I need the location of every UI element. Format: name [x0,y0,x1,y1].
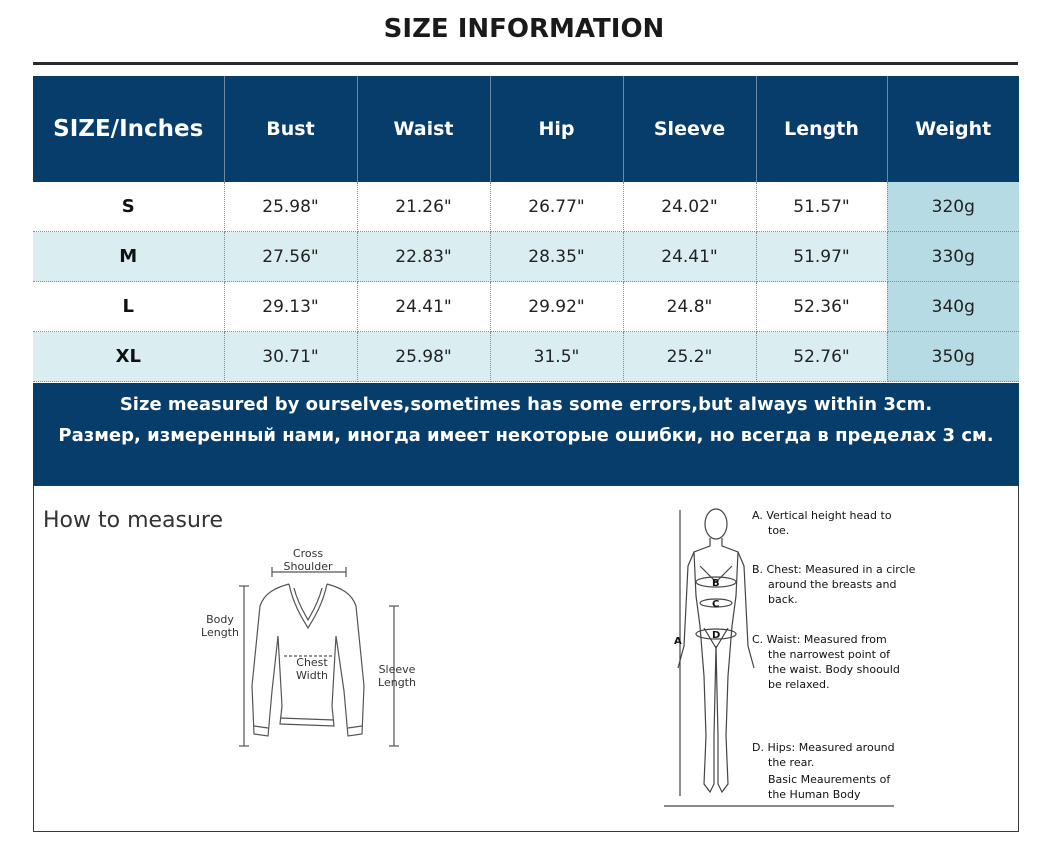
how-to-measure-heading: How to measure [43,508,224,533]
cell-length: 51.57" [756,182,887,232]
header-weight: Weight [887,76,1019,182]
marker-b: B [712,578,720,589]
cell-weight: 350g [887,332,1019,382]
cell-bust: 27.56" [224,232,357,282]
table-row [33,282,1019,332]
page-title: SIZE INFORMATION [383,14,665,44]
cell-waist: 22.83" [357,232,490,282]
cell-sleeve: 24.41" [623,232,756,282]
cell-waist: 24.41" [357,282,490,332]
cell-bust: 29.13" [224,282,357,332]
size-table [33,76,1019,382]
note-a-height: A. Vertical height head to toe. [752,509,892,537]
note-b-chest: B. Chest: Measured in a circle around the breasts and back. [752,563,916,606]
note-d-hips: D. Hips: Measured around the rear. [752,741,895,769]
cell-sleeve: 25.2" [623,332,756,382]
cell-size: XL [33,332,224,382]
marker-c: C [712,599,720,610]
label-chest-width: Chest Width [296,656,328,682]
label-body-length: Body Length [201,613,239,639]
cell-size: M [33,232,224,282]
table-row [33,232,1019,282]
cell-hip: 26.77" [490,182,623,232]
cell-length: 52.36" [756,282,887,332]
garment-diagram [194,546,434,761]
table-row [33,332,1019,382]
note-russian: Размер, измеренный нами, иногда имеет некоторые ошибки, но всегда в пределах 3 см. [58,425,994,446]
cell-size: L [33,282,224,332]
cell-weight: 340g [887,282,1019,332]
cell-hip: 28.35" [490,232,623,282]
measurement-note [33,383,1019,485]
cell-weight: 320g [887,182,1019,232]
header-sleeve: Sleeve [623,76,756,182]
header-waist: Waist [357,76,490,182]
table-row [33,182,1019,232]
label-cross-shoulder: Cross Shoulder [283,547,333,573]
cell-bust: 30.71" [224,332,357,382]
cell-sleeve: 24.02" [623,182,756,232]
header-size: SIZE/Inches [33,76,224,182]
cell-hip: 31.5" [490,332,623,382]
header-bust: Bust [224,76,357,182]
how-to-measure-panel [33,485,1019,832]
cell-weight: 330g [887,232,1019,282]
table-header-row [33,76,1019,182]
marker-a: A [674,636,682,647]
label-sleeve-length: Sleeve Length [378,663,416,689]
cell-size: S [33,182,224,232]
cell-bust: 25.98" [224,182,357,232]
header-length: Length [756,76,887,182]
note-basic-measurements: Basic Meaurements of the Human Body [768,773,891,801]
note-english: Size measured by ourselves,sometimes has some errors,but always within 3cm. [119,394,933,415]
note-c-waist: C. Waist: Measured from the narrowest point of the waist. Body shoould be relaxed. [752,633,900,691]
cell-sleeve: 24.8" [623,282,756,332]
cell-waist: 25.98" [357,332,490,382]
title-divider [33,62,1018,65]
marker-d: D [712,630,721,641]
cell-length: 51.97" [756,232,887,282]
cell-hip: 29.92" [490,282,623,332]
cell-waist: 21.26" [357,182,490,232]
header-hip: Hip [490,76,623,182]
cell-length: 52.76" [756,332,887,382]
